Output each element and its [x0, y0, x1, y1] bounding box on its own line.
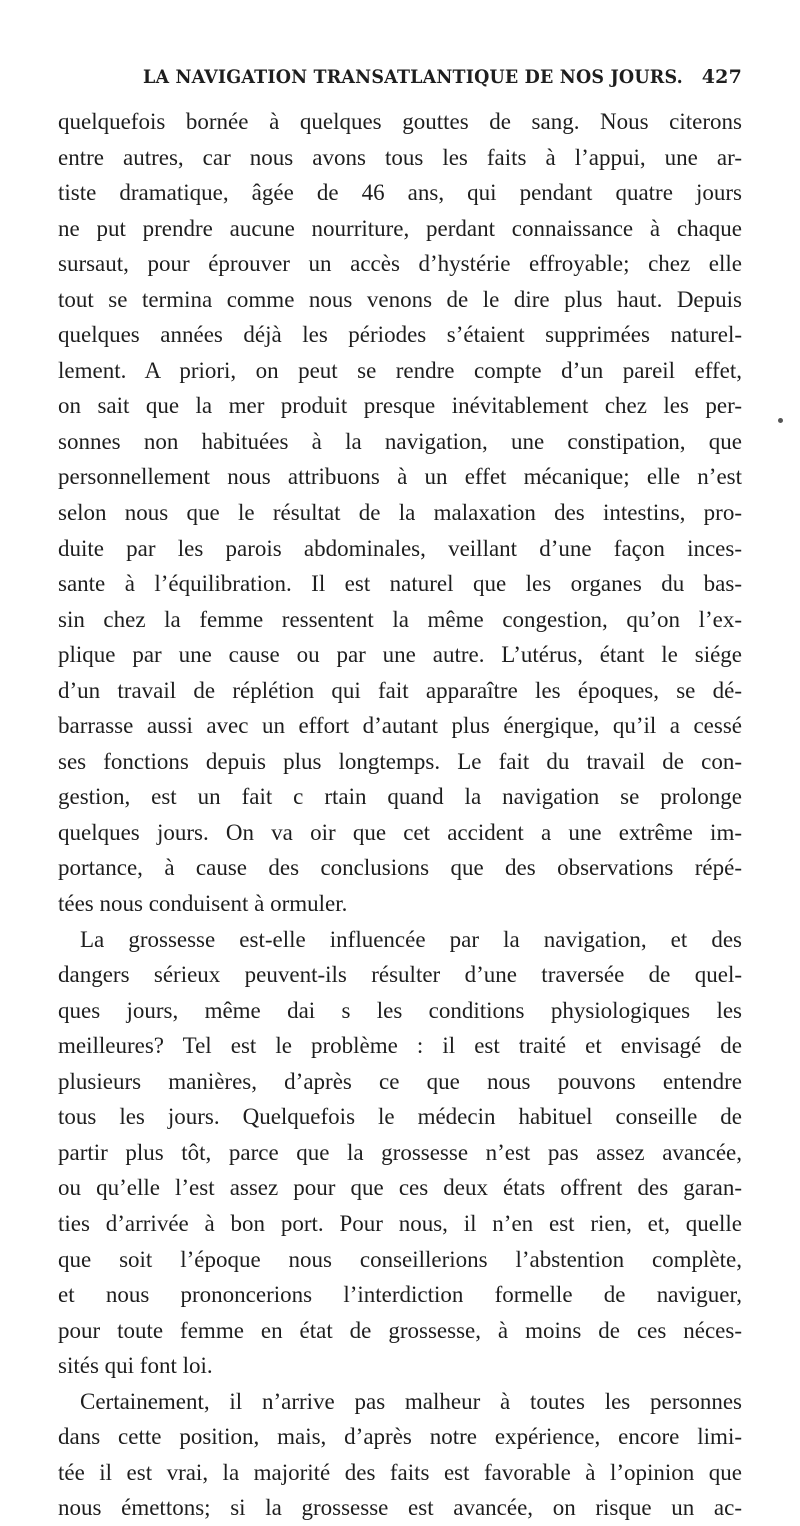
text-line: tous les jours. Quelquefois le médecin habituel conseille de — [58, 1104, 742, 1130]
text-line: sursaut, pour éprouver un accès d’hystérie effroyable; chez elle — [58, 251, 742, 277]
text-line: plique par une cause ou par une autre. L’utérus, étant le siége — [58, 642, 742, 668]
text-line: ques jours, même dai s les conditions physiologiques les — [58, 997, 742, 1023]
text-line: partir plus tôt, parce que la grossesse n’est pas assez avancée, — [58, 1139, 742, 1165]
text-line: tout se termina comme nous venons de le dire plus haut. Depuis — [58, 286, 742, 312]
text-line: sante à l’équilibration. Il est naturel que les organes du bas- — [58, 571, 742, 597]
text-line: entre autres, car nous avons tous les faits à l’appui, une ar- — [58, 144, 742, 170]
text-line: quelques années déjà les périodes s’étaient supprimées naturel- — [58, 322, 742, 348]
text-line: tiste dramatique, âgée de 46 ans, qui pendant quatre jours — [58, 180, 742, 206]
text-line: pour toute femme en état de grossesse, à moins de ces néces- — [58, 1317, 742, 1343]
text-line: sin chez la femme ressentent la même congestion, qu’on l’ex- — [58, 606, 742, 632]
text-line: gestion, est un fait c rtain quand la navigation se prolonge — [58, 784, 742, 810]
text-line: tées nous conduisent à ormuler. — [58, 891, 348, 917]
text-line: sités qui font loi. — [58, 1353, 213, 1379]
text-line: La grossesse est-elle influencée par la navigation, et des — [80, 926, 742, 952]
text-line: ties d’arrivée à bon port. Pour nous, il n’en est rien, et, quelle — [58, 1210, 742, 1236]
text-line: selon nous que le résultat de la malaxation des intestins, pro- — [58, 500, 742, 526]
text-line: tée il est vrai, la majorité des faits est favorable à l’opinion que — [58, 1459, 742, 1485]
text-line: sonnes non habituées à la navigation, une constipation, que — [58, 428, 742, 454]
text-line: et nous prononcerions l’interdiction formelle de naviguer, — [58, 1282, 742, 1308]
text-line: ne put prendre aucune nourriture, perdant connaissance à chaque — [58, 215, 742, 241]
text-line: nous émettons; si la grossesse est avancée, on risque un ac- — [58, 1495, 742, 1521]
text-line: portance, à cause des conclusions que des observations répé- — [58, 855, 742, 881]
text-line: lement. A priori, on peut se rendre compte d’un pareil effet, — [58, 357, 742, 383]
text-line: quelquefois bornée à quelques gouttes de sang. Nous citerons — [58, 109, 742, 134]
text-line: dans cette position, mais, d’après notre expérience, encore limi- — [58, 1424, 742, 1450]
text-line: personnellement nous attribuons à un effet mécanique; elle n’est — [58, 464, 742, 490]
page-number: 427 — [701, 66, 742, 88]
margin-mark — [778, 418, 783, 423]
text-line: on sait que la mer produit presque inévitablement chez les per- — [58, 393, 742, 419]
text-line: ou qu’elle l’est assez pour que ces deux états offrent des garan- — [58, 1175, 742, 1201]
text-line: duite par les parois abdominales, veillant d’une façon inces- — [58, 535, 742, 561]
text-line: meilleures? Tel est le problème : il est traité et envisagé de — [58, 1033, 742, 1059]
text-line: d’un travail de réplétion qui fait apparaître les époques, se dé- — [58, 677, 742, 703]
text-line: ses fonctions depuis plus longtemps. Le fait du travail de con- — [58, 748, 742, 774]
page-header — [58, 62, 742, 92]
text-line: plusieurs manières, d’après ce que nous pouvons entendre — [58, 1068, 742, 1094]
text-line: barrasse aussi avec un effort d’autant plus énergique, qu’il a cessé — [58, 713, 742, 739]
body-text — [58, 104, 742, 1526]
text-line: que soit l’époque nous conseillerions l’abstention complète, — [58, 1246, 742, 1272]
text-line: dangers sérieux peuvent-ils résulter d’une traversée de quel- — [58, 962, 742, 988]
text-line: Certainement, il n’arrive pas malheur à toutes les personnes — [80, 1388, 742, 1414]
running-title: LA NAVIGATION TRANSATLANTIQUE DE NOS JOURS. — [143, 66, 683, 88]
text-line: quelques jours. On va oir que cet accident a une extrême im- — [58, 819, 742, 845]
